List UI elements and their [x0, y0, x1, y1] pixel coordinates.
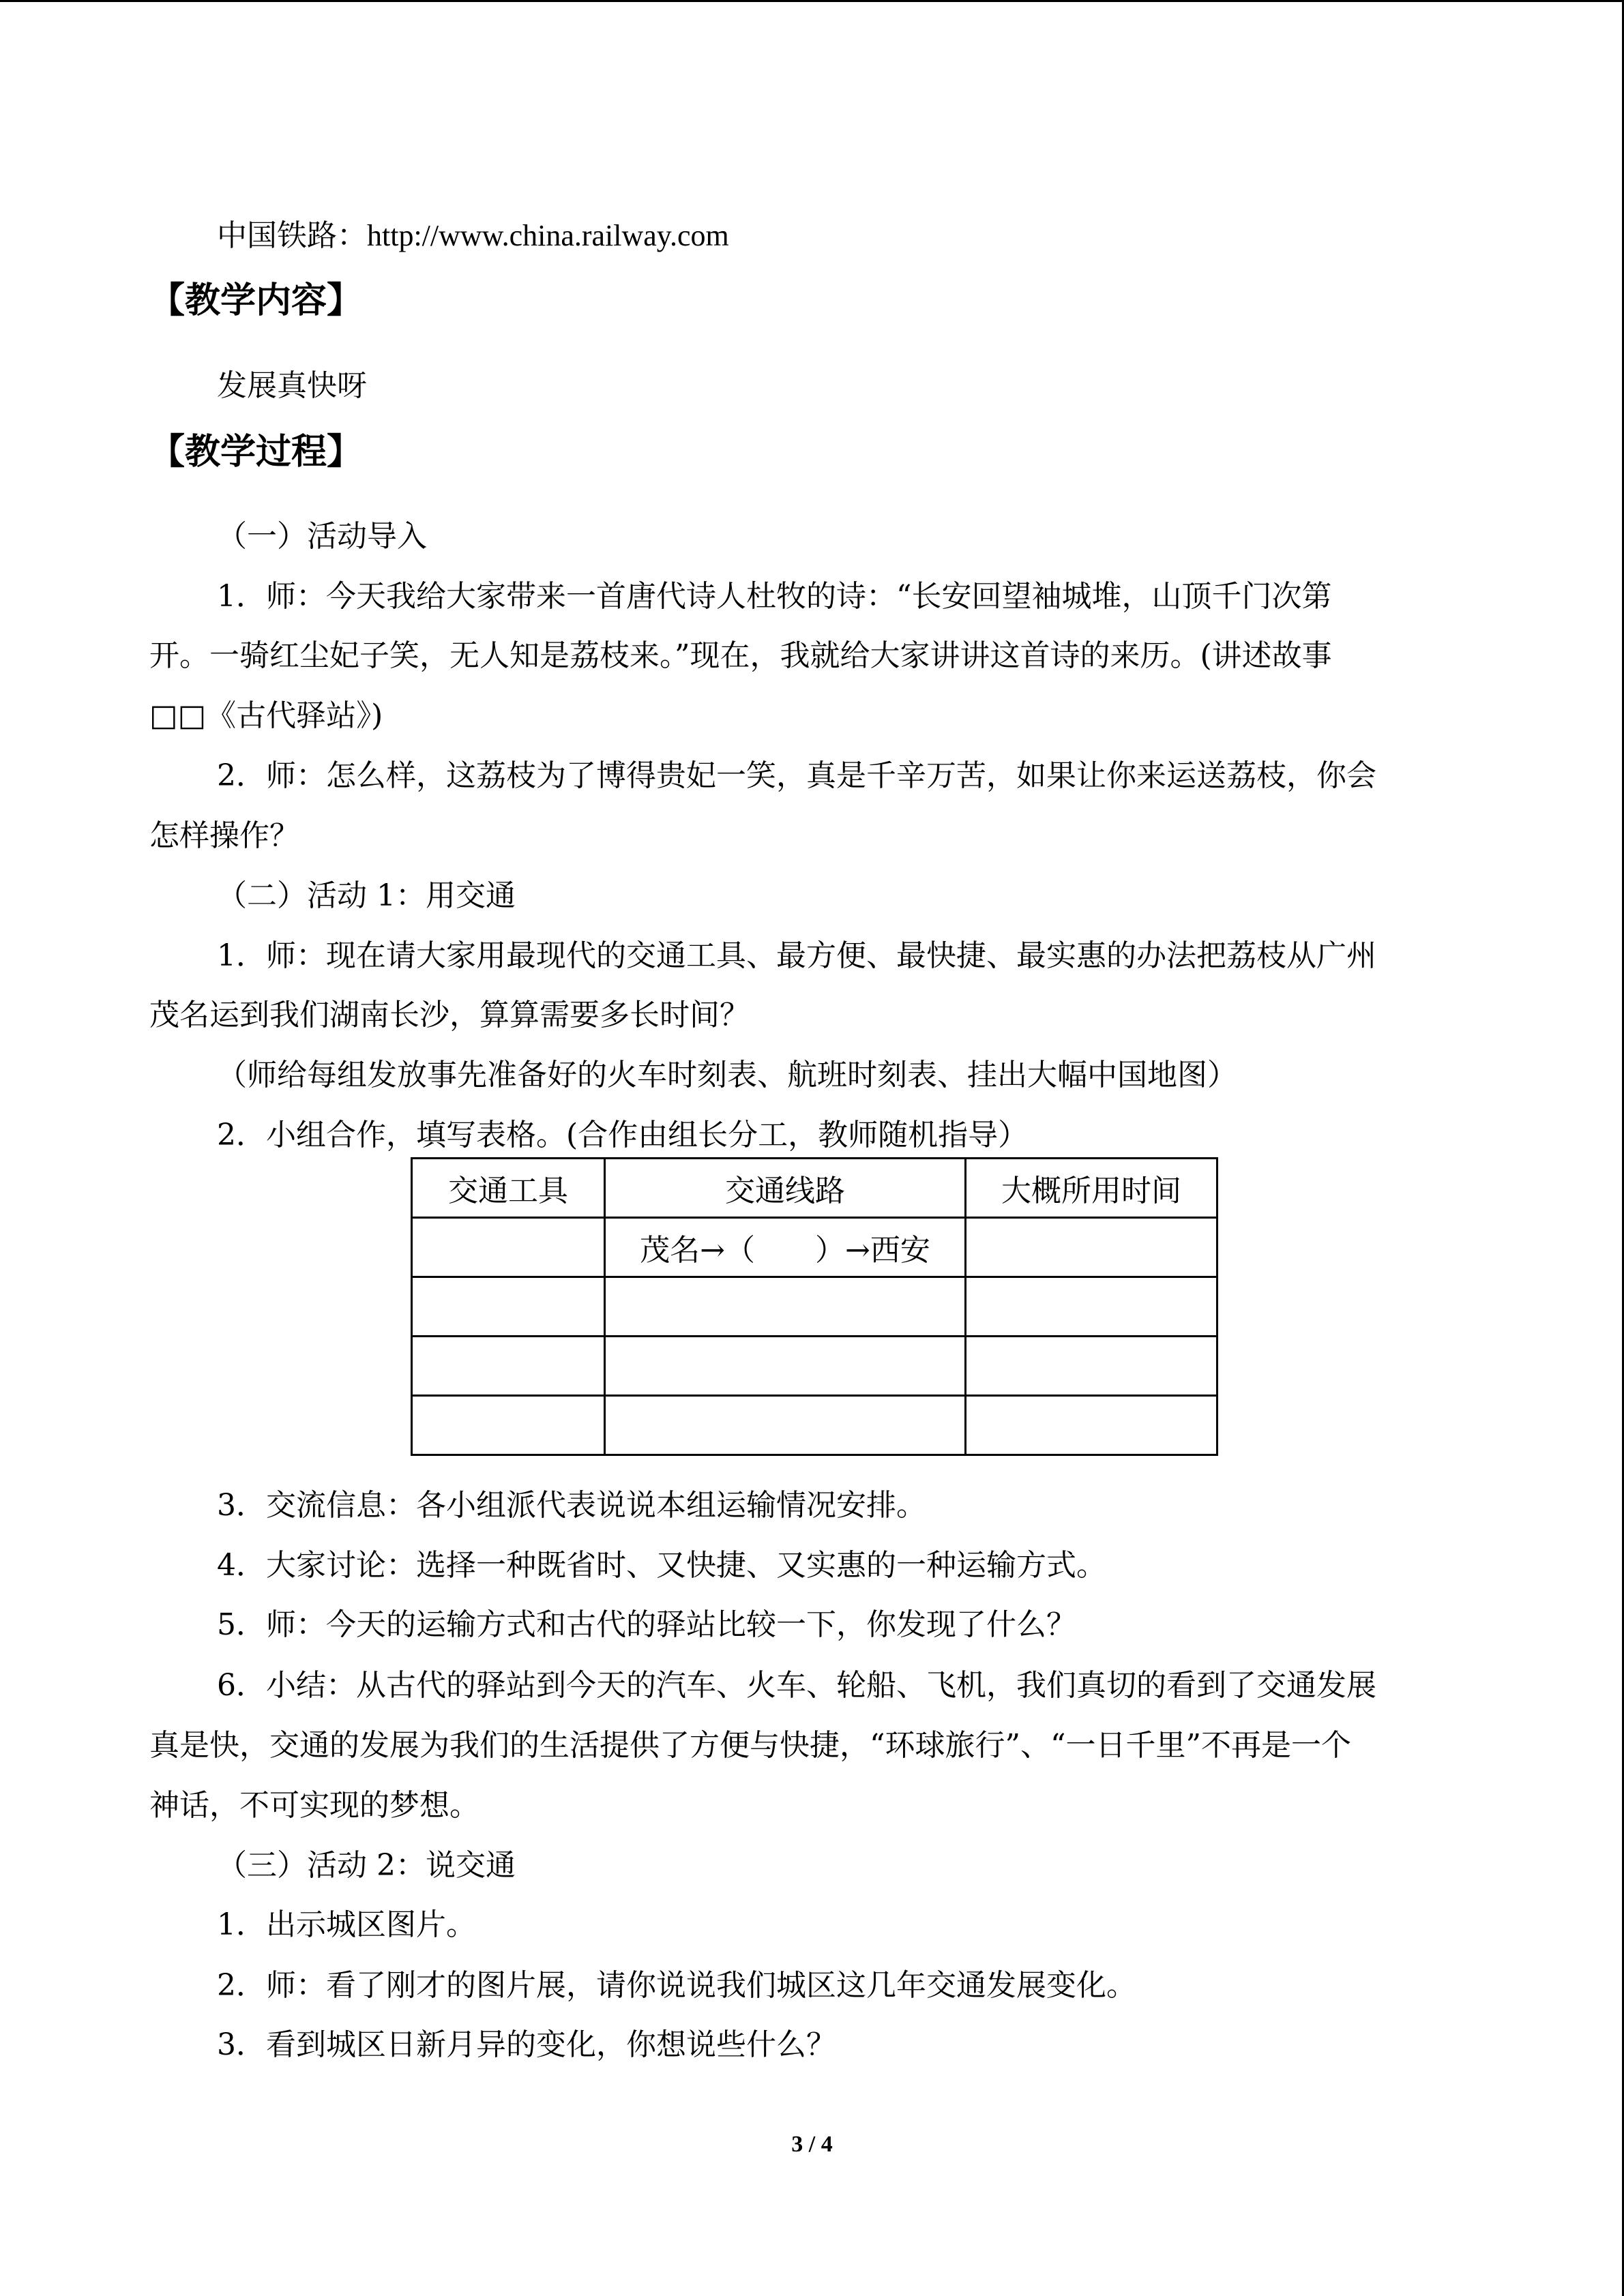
a3-line: 3．交流信息：各小组派代表说说本组运输情况安排。: [217, 1488, 926, 1523]
p1-line1: 1．师：今天我给大家带来一首唐代诗人杜牧的诗：“长安回望袖城堆，山顶千门次第: [217, 579, 1332, 614]
content-heading: 【教学内容】: [149, 280, 363, 321]
table-cell: [412, 1396, 605, 1455]
a1-line1: 1．师：现在请大家用最现代的交通工具、最方便、最快捷、最实惠的办法把荔枝从广州: [217, 938, 1376, 973]
table-cell: [605, 1396, 966, 1455]
part2-title: （二）活动 1：用交通: [217, 878, 516, 913]
table-header-row: [412, 1159, 1217, 1218]
p1-line3: □□《古代驿站》): [149, 698, 383, 733]
a6-line3: 神话，不可实现的梦想。: [149, 1788, 479, 1823]
a4-line: 4．大家讨论：选择一种既省时、又快捷、又实惠的一种运输方式。: [217, 1548, 1106, 1583]
table-cell: [966, 1277, 1217, 1337]
a6-line1: 6．小结：从古代的驿站到今天的汽车、火车、轮船、飞机，我们真切的看到了交通发展: [217, 1668, 1376, 1703]
p2-line1: 2．师：怎么样，这荔枝为了博得贵妃一笑，真是千辛万苦，如果让你来运送荔枝，你会: [217, 758, 1376, 793]
table-row: [412, 1396, 1217, 1455]
a2-line: 2．小组合作，填写表格。(合作由组长分工，教师随机指导）: [217, 1118, 1029, 1152]
a6-line2: 真是快，交通的发展为我们的生活提供了方便与快捷，“环球旅行”、“一日千里”不再是一个: [149, 1728, 1351, 1763]
header-time: 大概所用时间: [966, 1159, 1217, 1218]
table-cell: [605, 1337, 966, 1396]
table-row: [412, 1337, 1217, 1396]
a1-line2: 茂名运到我们湖南长沙，算算需要多长时间？: [149, 998, 750, 1032]
p1-line2: 开。一骑红尘妃子笑，无人知是荔枝来。”现在，我就给大家讲讲这首诗的来历。(讲述故事: [149, 638, 1332, 673]
railway-link-line: [217, 215, 729, 256]
railway-url[interactable]: http://www.china.railway.com: [367, 219, 729, 252]
part1-title: （一）活动导入: [217, 519, 427, 554]
table-cell: [412, 1277, 605, 1337]
table-cell: [412, 1218, 605, 1277]
table-row: [412, 1218, 1217, 1277]
table-cell: [412, 1337, 605, 1396]
content-body: 发展真快呀: [217, 368, 367, 403]
table-cell: [605, 1277, 966, 1337]
header-route: 交通线路: [605, 1159, 966, 1218]
table-cell: [966, 1337, 1217, 1396]
table-cell: [966, 1218, 1217, 1277]
process-heading: 【教学过程】: [149, 432, 363, 473]
header-vehicle: 交通工具: [412, 1159, 605, 1218]
table-row: [412, 1277, 1217, 1337]
part3-title: （三）活动 2：说交通: [217, 1848, 516, 1883]
table-cell: [966, 1396, 1217, 1455]
b1-line: 1．出示城区图片。: [217, 1907, 476, 1942]
a5-line: 5．师：今天的运输方式和古代的驿站比较一下，你发现了什么？: [217, 1607, 1076, 1642]
page-indicator: 3 / 4: [791, 2132, 833, 2157]
p2-line2: 怎样操作？: [149, 818, 299, 853]
b3-line: 3．看到城区日新月异的变化，你想说些什么？: [217, 2027, 836, 2062]
b2-line: 2．师：看了刚才的图片展，请你说说我们城区这几年交通发展变化。: [217, 1968, 1136, 2003]
transport-table: [411, 1157, 1218, 1456]
table-cell: 茂名→（ ）→西安: [605, 1218, 966, 1277]
railway-label: 中国铁路：: [217, 218, 367, 253]
a1-note: （师给每组发放事先准备好的火车时刻表、航班时刻表、挂出大幅中国地图）: [217, 1058, 1237, 1092]
